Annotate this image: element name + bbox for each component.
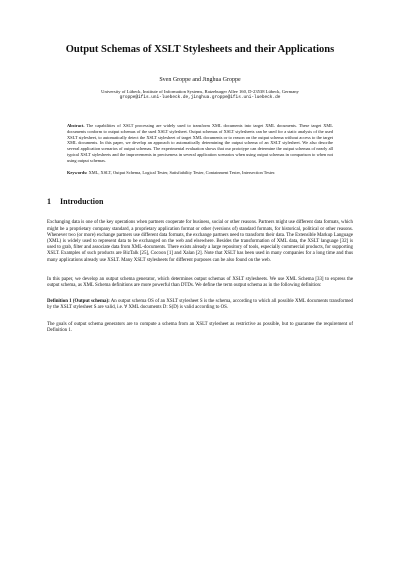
section-heading bbox=[47, 197, 353, 207]
paper-affiliation: University of Lübeck, Institute of Information Systems, Ratzeburger Allee 160, D-23538 Lübeck, Germany bbox=[101, 89, 299, 94]
intro-paragraph-1: Exchanging data is one of the key operations when partners cooperate for business, social or other reasons. Partners might use different data formats, which might be a proprietary company standard, a proprietary application format or other (versions of) standard formats, for historical, political or other reasons. Whenever two (or more) exchange partners use different data formats, the exchange partners need to transform their data. The Extensible Markup Language (XML) is widely used to represent data to be exchanged on the web and elsewhere. Besides the transformation of XML data, the XSLT language [32] is used to grab, filter and associate data from XML-documents. There exists already a large repository of tools, especially commercial products, for supporting XSLT. Examples of such products are BizTalk [25], Cocoon [1] and Xalan [2]. Note that XSLT has been used in many companies for a long time and thus many applications already use XSLT. Many XSLT stylesheets for different purposes can be also found on the web. bbox=[47, 220, 353, 263]
paper-authors: Sven Groppe and Jinghua Groppe bbox=[159, 77, 241, 83]
abstract-text: The capabilities of XSLT processing are widely used to transform XML documents into target XML documents. These target XML documents conform to output schemas of the used XSLT stylesheet. Output schemas of XSLT stylesheets can be used for a static analysis of the used XSLT stylesheet, to automatically detect the XSLT stylesheet of target XML documents or to reason on the output schema without access to the target XML documents. In this paper, we develop an approach to automatically determining the output schema of an XSLT stylesheet. We also describe several application scenarios of output schemas. The experimental evaluation shows that our prototype can determine the output schemas of nearly all typical XSLT stylesheets and the improvements in preciseness in several application scenarios when using output schemas in comparison to when not using output schemas. bbox=[67, 123, 333, 163]
keywords-text: XML, XSLT, Output Schema, Logical Tester, Satisfiability Tester, Containment Tester, Intersection Tester. bbox=[88, 169, 276, 175]
section-number: 1 bbox=[47, 197, 51, 207]
keywords-line bbox=[67, 170, 333, 176]
definition-block bbox=[47, 299, 353, 311]
keywords-label: Keywords: bbox=[67, 169, 88, 175]
section-title: Introduction bbox=[60, 197, 104, 207]
paper-email: groppe@ifis.uni-luebeck.de,jinghua.groppe@ifis.uni-luebeck.de bbox=[119, 95, 281, 100]
paper-title: Output Schemas of XSLT Stylesheets and their Applications bbox=[65, 44, 335, 55]
intro-paragraph-3: The goals of output schema generators are to compute a schema from an XSLT stylesheet as restrictive as possible, but to guarantee the requirement of Definition 1. bbox=[47, 321, 353, 333]
abstract-label: Abstract. bbox=[67, 123, 85, 128]
definition-text: An output schema OS of an XSLT stylesheet S is the schema, according to which all possible XML documents transformed by the XSLT stylesheet S are valid, i.e. ∀ XML documents D: S(D) is valid according to OS. bbox=[47, 299, 353, 311]
abstract-block bbox=[67, 123, 333, 175]
definition-label: Definition 1 (Output schema): bbox=[47, 299, 110, 305]
intro-paragraph-2: In this paper, we develop an output schema generator, which determines output schemas of XSLT stylesheets. We use XML Schema [33] to express the output schema, as XML Schema definitions are more powerful than DTDs. We define the term output schema as in the following definition: bbox=[47, 276, 353, 288]
